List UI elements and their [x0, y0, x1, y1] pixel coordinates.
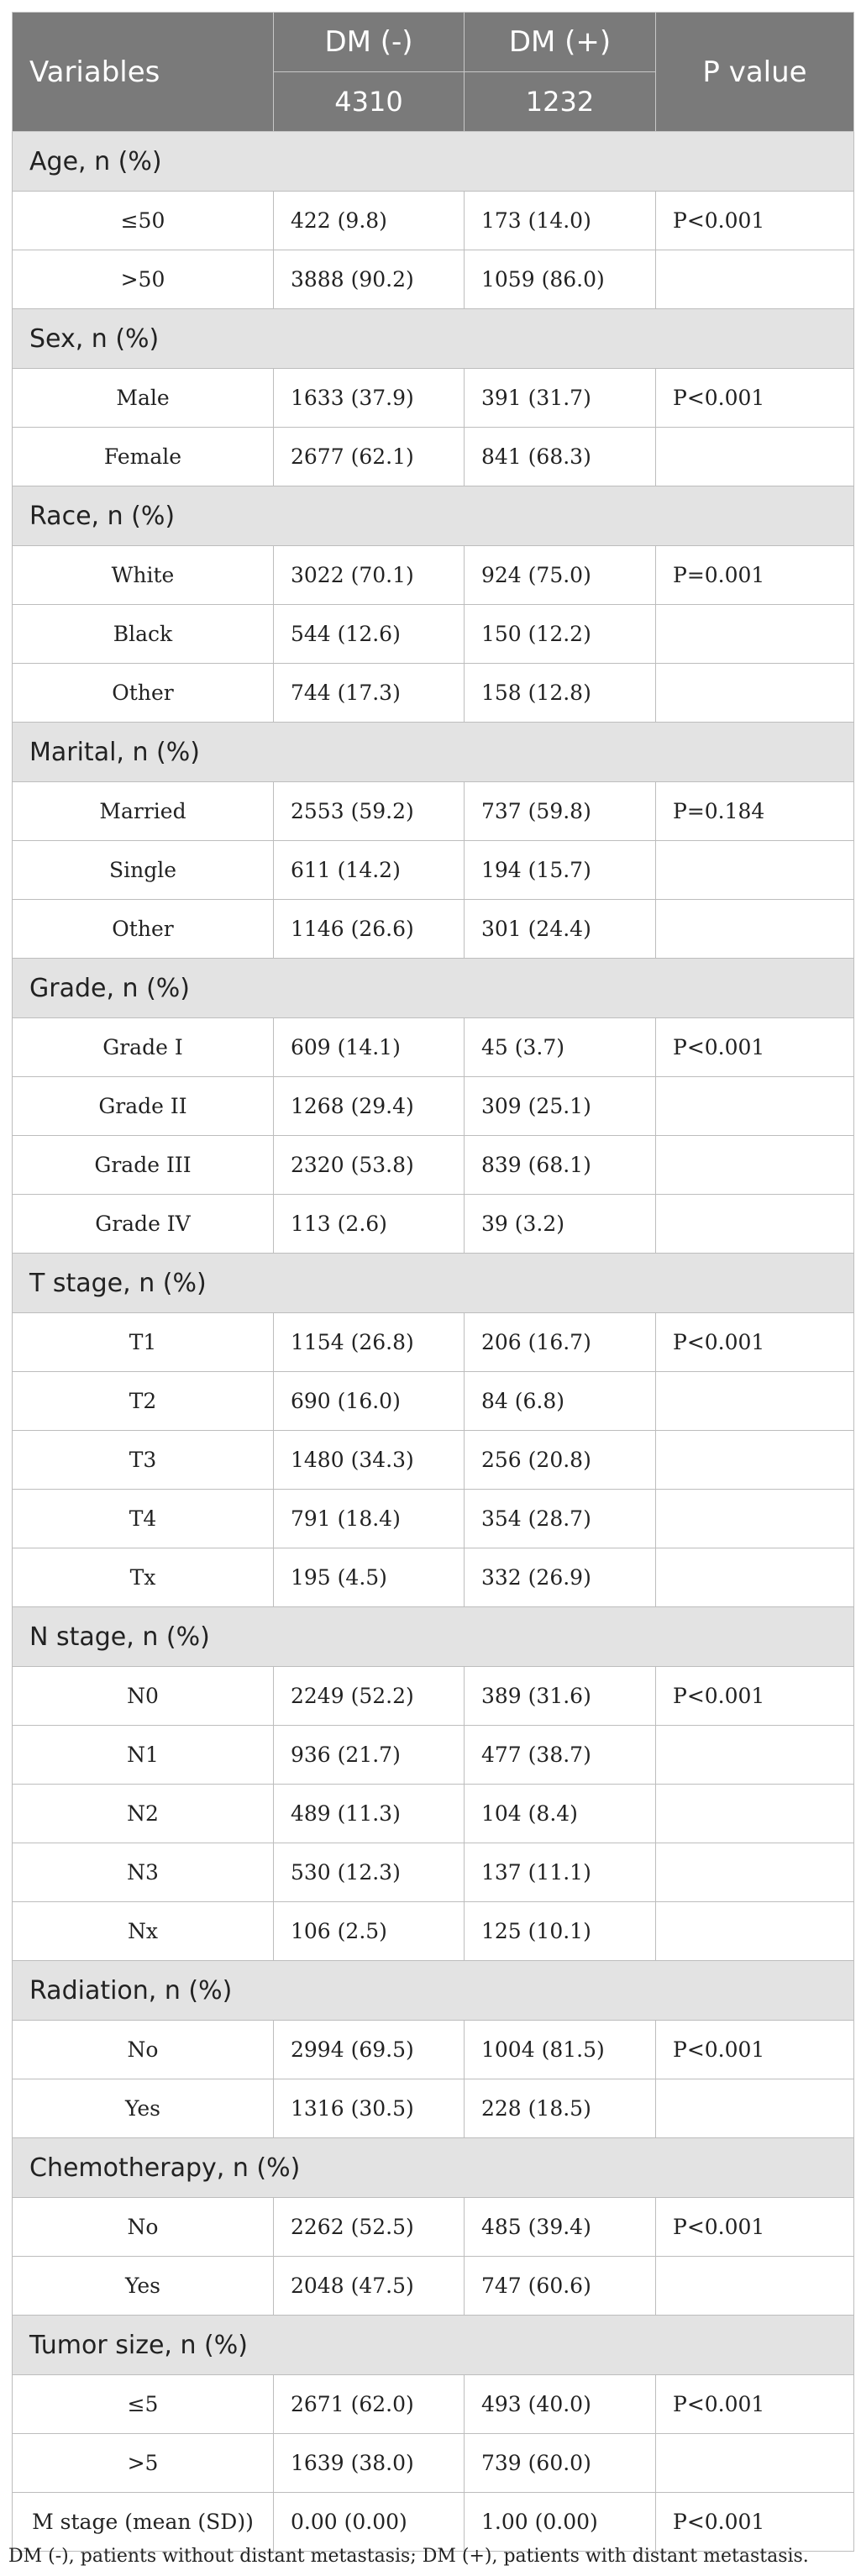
- dm-negative-value: 422 (9.8): [274, 192, 465, 250]
- table-row: [13, 1667, 854, 1726]
- table-row: [13, 1490, 854, 1548]
- dm-negative-value: 489 (11.3): [274, 1785, 465, 1843]
- header-dm-negative: DM (-): [274, 13, 465, 72]
- section-title: Grade, n (%): [13, 959, 854, 1018]
- dm-positive-value: 739 (60.0): [465, 2434, 656, 2493]
- table-row: [13, 2375, 854, 2434]
- row-label: >50: [13, 250, 274, 309]
- dm-positive-value: 84 (6.8): [465, 1372, 656, 1431]
- header-dm-positive-count: 1232: [465, 72, 656, 132]
- header-dm-negative-count: 4310: [274, 72, 465, 132]
- table-row: [13, 2198, 854, 2257]
- header-variables: Variables: [13, 13, 274, 132]
- dm-negative-value: 544 (12.6): [274, 605, 465, 664]
- table-row: [13, 1018, 854, 1077]
- dm-positive-value: 228 (18.5): [465, 2079, 656, 2138]
- p-value: [656, 1136, 854, 1195]
- p-value: P<0.001: [656, 1667, 854, 1726]
- table-row: [13, 605, 854, 664]
- dm-positive-value: 747 (60.6): [465, 2257, 656, 2316]
- row-label: Yes: [13, 2079, 274, 2138]
- table-row: [13, 2079, 854, 2138]
- dm-negative-value: 2994 (69.5): [274, 2021, 465, 2079]
- table-row: [13, 1313, 854, 1372]
- row-label: Nx: [13, 1902, 274, 1961]
- p-value: [656, 841, 854, 900]
- dm-negative-value: 1633 (37.9): [274, 369, 465, 428]
- row-label: Male: [13, 369, 274, 428]
- dm-negative-value: 2249 (52.2): [274, 1667, 465, 1726]
- table-row: [13, 2434, 854, 2493]
- section-title: Tumor size, n (%): [13, 2316, 854, 2375]
- row-label: T4: [13, 1490, 274, 1548]
- section-title: Race, n (%): [13, 486, 854, 546]
- dm-negative-value: 609 (14.1): [274, 1018, 465, 1077]
- dm-negative-value: 1146 (26.6): [274, 900, 465, 959]
- p-value: [656, 428, 854, 486]
- dm-positive-value: 194 (15.7): [465, 841, 656, 900]
- p-value: P<0.001: [656, 1018, 854, 1077]
- table-container: [12, 12, 853, 2552]
- row-label: N0: [13, 1667, 274, 1726]
- section-header-row: [13, 723, 854, 782]
- table-row: [13, 1726, 854, 1785]
- dm-positive-value: 391 (31.7): [465, 369, 656, 428]
- section-header-row: [13, 486, 854, 546]
- dm-negative-value: 0.00 (0.00): [274, 2493, 465, 2552]
- p-value: [656, 1843, 854, 1902]
- section-header-row: [13, 2138, 854, 2198]
- p-value: [656, 1726, 854, 1785]
- section-header-row: [13, 1254, 854, 1313]
- p-value: [656, 2079, 854, 2138]
- p-value: [656, 900, 854, 959]
- table-row: [13, 900, 854, 959]
- p-value: P<0.001: [656, 2493, 854, 2552]
- row-label: N2: [13, 1785, 274, 1843]
- section-header-row: [13, 309, 854, 369]
- dm-negative-value: 2262 (52.5): [274, 2198, 465, 2257]
- row-label: White: [13, 546, 274, 605]
- dm-positive-value: 45 (3.7): [465, 1018, 656, 1077]
- table-row: [13, 192, 854, 250]
- dm-negative-value: 2677 (62.1): [274, 428, 465, 486]
- p-value: P<0.001: [656, 2375, 854, 2434]
- table-row: [13, 428, 854, 486]
- dm-positive-value: 737 (59.8): [465, 782, 656, 841]
- section-title: Sex, n (%): [13, 309, 854, 369]
- row-label: T2: [13, 1372, 274, 1431]
- table-row: [13, 1077, 854, 1136]
- dm-negative-value: 3888 (90.2): [274, 250, 465, 309]
- table-row-m-stage: [13, 2493, 854, 2552]
- row-label: No: [13, 2198, 274, 2257]
- row-label: No: [13, 2021, 274, 2079]
- row-label: Grade I: [13, 1018, 274, 1077]
- row-label: Grade III: [13, 1136, 274, 1195]
- table-row: [13, 250, 854, 309]
- dm-positive-value: 125 (10.1): [465, 1902, 656, 1961]
- dm-positive-value: 477 (38.7): [465, 1726, 656, 1785]
- p-value: [656, 2257, 854, 2316]
- dm-positive-value: 332 (26.9): [465, 1548, 656, 1607]
- p-value: P=0.001: [656, 546, 854, 605]
- table-row: [13, 369, 854, 428]
- row-label: Other: [13, 900, 274, 959]
- row-label: T1: [13, 1313, 274, 1372]
- dm-positive-value: 924 (75.0): [465, 546, 656, 605]
- dm-positive-value: 389 (31.6): [465, 1667, 656, 1726]
- dm-negative-value: 106 (2.5): [274, 1902, 465, 1961]
- table-row: [13, 1195, 854, 1254]
- p-value: [656, 1431, 854, 1490]
- row-label: ≤50: [13, 192, 274, 250]
- dm-positive-value: 309 (25.1): [465, 1077, 656, 1136]
- p-value: P<0.001: [656, 192, 854, 250]
- characteristics-table: [12, 12, 854, 2552]
- row-label: Single: [13, 841, 274, 900]
- table-row: [13, 1372, 854, 1431]
- row-label: T3: [13, 1431, 274, 1490]
- row-label: M stage (mean (SD)): [13, 2493, 274, 2552]
- header-p-value: P value: [656, 13, 854, 132]
- table-row: [13, 2257, 854, 2316]
- dm-positive-value: 354 (28.7): [465, 1490, 656, 1548]
- table-row: [13, 1548, 854, 1607]
- dm-positive-value: 301 (24.4): [465, 900, 656, 959]
- dm-positive-value: 104 (8.4): [465, 1785, 656, 1843]
- dm-negative-value: 2671 (62.0): [274, 2375, 465, 2434]
- section-title: T stage, n (%): [13, 1254, 854, 1313]
- dm-positive-value: 39 (3.2): [465, 1195, 656, 1254]
- table-row: [13, 1902, 854, 1961]
- dm-positive-value: 173 (14.0): [465, 192, 656, 250]
- dm-negative-value: 1639 (38.0): [274, 2434, 465, 2493]
- section-title: Marital, n (%): [13, 723, 854, 782]
- dm-negative-value: 195 (4.5): [274, 1548, 465, 1607]
- table-row: [13, 1431, 854, 1490]
- section-title: Chemotherapy, n (%): [13, 2138, 854, 2198]
- dm-positive-value: 1.00 (0.00): [465, 2493, 656, 2552]
- dm-negative-value: 113 (2.6): [274, 1195, 465, 1254]
- dm-positive-value: 493 (40.0): [465, 2375, 656, 2434]
- section-title: Radiation, n (%): [13, 1961, 854, 2021]
- dm-negative-value: 2320 (53.8): [274, 1136, 465, 1195]
- dm-negative-value: 3022 (70.1): [274, 546, 465, 605]
- dm-positive-value: 206 (16.7): [465, 1313, 656, 1372]
- p-value: [656, 1490, 854, 1548]
- dm-positive-value: 150 (12.2): [465, 605, 656, 664]
- dm-negative-value: 1154 (26.8): [274, 1313, 465, 1372]
- dm-positive-value: 158 (12.8): [465, 664, 656, 723]
- row-label: N1: [13, 1726, 274, 1785]
- p-value: [656, 1372, 854, 1431]
- dm-positive-value: 1059 (86.0): [465, 250, 656, 309]
- dm-positive-value: 485 (39.4): [465, 2198, 656, 2257]
- p-value: [656, 1785, 854, 1843]
- table-row: [13, 841, 854, 900]
- p-value: P<0.001: [656, 2198, 854, 2257]
- p-value: [656, 1077, 854, 1136]
- dm-negative-value: 1316 (30.5): [274, 2079, 465, 2138]
- section-header-row: [13, 2316, 854, 2375]
- table-row: [13, 1136, 854, 1195]
- p-value: P<0.001: [656, 2021, 854, 2079]
- row-label: ≤5: [13, 2375, 274, 2434]
- dm-negative-value: 791 (18.4): [274, 1490, 465, 1548]
- p-value: [656, 1902, 854, 1961]
- dm-negative-value: 936 (21.7): [274, 1726, 465, 1785]
- row-label: Other: [13, 664, 274, 723]
- row-label: >5: [13, 2434, 274, 2493]
- p-value: [656, 1548, 854, 1607]
- p-value: P=0.184: [656, 782, 854, 841]
- p-value: P<0.001: [656, 369, 854, 428]
- p-value: P<0.001: [656, 1313, 854, 1372]
- dm-positive-value: 1004 (81.5): [465, 2021, 656, 2079]
- row-label: N3: [13, 1843, 274, 1902]
- table-row: [13, 2021, 854, 2079]
- table-row: [13, 1843, 854, 1902]
- row-label: Yes: [13, 2257, 274, 2316]
- p-value: [656, 250, 854, 309]
- dm-negative-value: 611 (14.2): [274, 841, 465, 900]
- dm-negative-value: 530 (12.3): [274, 1843, 465, 1902]
- table-row: [13, 664, 854, 723]
- dm-positive-value: 841 (68.3): [465, 428, 656, 486]
- section-header-row: [13, 132, 854, 192]
- p-value: [656, 664, 854, 723]
- row-label: Female: [13, 428, 274, 486]
- p-value: [656, 2434, 854, 2493]
- dm-positive-value: 256 (20.8): [465, 1431, 656, 1490]
- dm-negative-value: 690 (16.0): [274, 1372, 465, 1431]
- table-row: [13, 1785, 854, 1843]
- dm-negative-value: 744 (17.3): [274, 664, 465, 723]
- table-row: [13, 546, 854, 605]
- row-label: Grade IV: [13, 1195, 274, 1254]
- section-title: Age, n (%): [13, 132, 854, 192]
- table-body: [13, 132, 854, 2552]
- section-header-row: [13, 1607, 854, 1667]
- dm-negative-value: 1268 (29.4): [274, 1077, 465, 1136]
- section-header-row: [13, 959, 854, 1018]
- row-label: Married: [13, 782, 274, 841]
- dm-negative-value: 2553 (59.2): [274, 782, 465, 841]
- table-row: [13, 782, 854, 841]
- row-label: Black: [13, 605, 274, 664]
- row-label: Grade II: [13, 1077, 274, 1136]
- table-header: [13, 13, 854, 132]
- section-header-row: [13, 1961, 854, 2021]
- table-footnote: DM (-), patients without distant metastasis; DM (+), patients with distant metastasis.: [8, 2546, 809, 2567]
- p-value: [656, 1195, 854, 1254]
- section-title: N stage, n (%): [13, 1607, 854, 1667]
- p-value: [656, 605, 854, 664]
- dm-positive-value: 839 (68.1): [465, 1136, 656, 1195]
- row-label: Tx: [13, 1548, 274, 1607]
- dm-positive-value: 137 (11.1): [465, 1843, 656, 1902]
- header-dm-positive: DM (+): [465, 13, 656, 72]
- dm-negative-value: 1480 (34.3): [274, 1431, 465, 1490]
- dm-negative-value: 2048 (47.5): [274, 2257, 465, 2316]
